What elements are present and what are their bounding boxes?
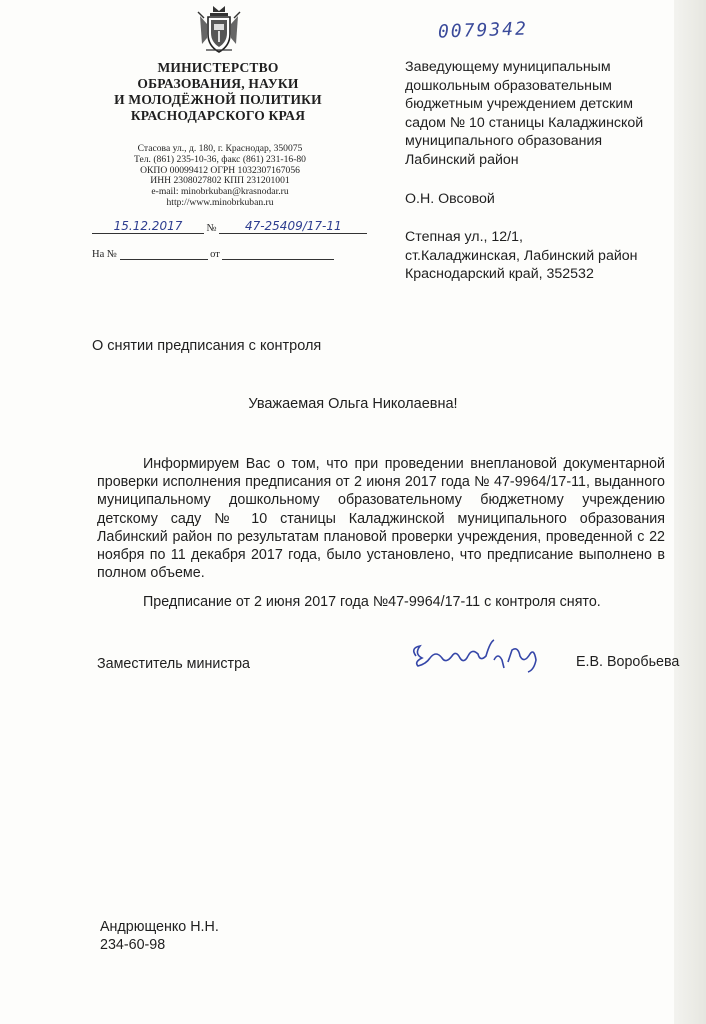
body-paragraph-1: Информируем Вас о том, что при проведении внеплановой документарной проверки исполнения предписания от 2 июня 2017 года № 47-9964/17-11, выданного муниципальному дошкольному образовательному бюджетному учреждению детскому саду № 10 станицы Каладжинской муниципального образования Лабинский район по результатам плановой проверки учреждения, проведенной с 22 ноября по 11 декабря 2017 года, было установлено, что предписание выполнено в полном объеме. [97,456,665,582]
addressee-line: бюджетным учреждением детским [405,96,633,113]
addressee-line: дошкольным образовательным [405,77,612,94]
reply-from-label: от [210,249,220,260]
addressee-address-line: ст.Каладжинская, Лабинский район [405,247,638,264]
reply-reference-line [92,249,334,260]
ministry-name [100,60,336,124]
addressee-name: О.Н. Овсовой [405,190,495,207]
body-paragraph-2: Предписание от 2 июня 2017 года №47-9964/17-11 с контроля снято. [143,594,601,610]
executor-block [100,918,219,955]
addressee-line: Лабинский район [405,151,519,168]
ministry-name-line: МИНИСТЕРСТВО [157,60,279,75]
coat-of-arms-emblem [196,4,242,56]
addressee-address-line: Краснодарский край, 352532 [405,266,594,283]
registration-stamp-number: 0079342 [437,18,529,43]
salutation: Уважаемая Ольга Николаевна! [248,396,458,412]
ministry-name-line: И МОЛОДЁЖНОЙ ПОЛИТИКИ [114,92,322,107]
executor-phone: 234-60-98 [100,937,166,954]
outgoing-number: 47-25409/17-11 [219,219,367,234]
reply-date-blank [222,249,334,260]
reply-number-blank [120,249,208,260]
addressee-block [405,58,685,284]
signatory-role: Заместитель министра [97,656,250,672]
ministry-name-line: КРАСНОДАРСКОГО КРАЯ [130,108,306,123]
ministry-contacts [110,144,330,209]
letter-subject: О снятии предписания с контроля [92,338,322,354]
contact-email: e-mail: minobrkuban@krasnodar.ru [151,186,289,198]
handwritten-signature [408,634,548,678]
addressee-address-line: Степная ул., 12/1, [405,229,523,246]
reply-prefix: На № [92,249,117,260]
signatory-name: Е.В. Воробьева [576,654,680,670]
number-sign: № [206,223,217,234]
ministry-name-line: ОБРАЗОВАНИЯ, НАУКИ [137,76,299,91]
addressee-line: муниципального образования [405,133,603,150]
addressee-line: садом № 10 станицы Каладжинской [405,114,644,131]
contact-website: http://www.minobrkuban.ru [166,196,274,208]
executor-name: Андрющенко Н.Н. [100,919,219,935]
addressee-line: Заведующему муниципальным [405,59,611,75]
outgoing-registration-line [92,219,367,234]
contact-phone: Тел. (861) 235-10-36, факс (861) 231-16-80 [134,153,306,165]
contact-okpo: ОКПО 00099412 ОГРН 1032307167056 [140,164,300,176]
contact-address: Стасова ул., д. 180, г. Краснодар, 350075 [137,143,303,154]
outgoing-date: 15.12.2017 [92,219,204,234]
contact-inn: ИНН 2308027802 КПП 231201001 [150,175,290,187]
